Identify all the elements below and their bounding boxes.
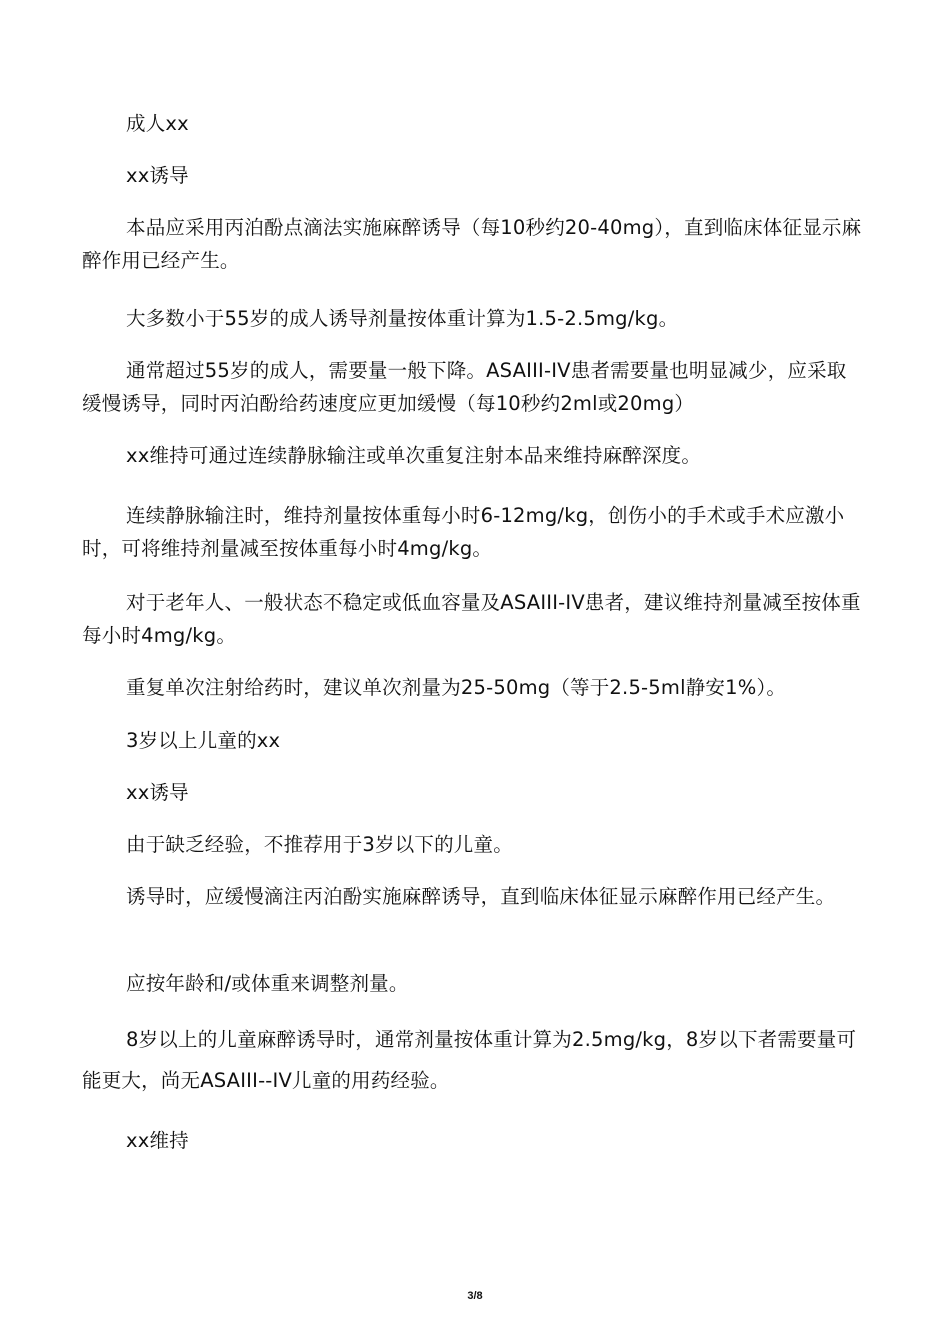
paragraph-elderly-maintenance: 对于老年人、一般状态不稳定或低血容量及ASAIII-IV患者，建议维持剂量减至按体重每小时4mg/kg。 bbox=[82, 591, 861, 647]
paragraph-children-induction-heading: xx诱导 bbox=[126, 781, 189, 804]
paragraph-children-maintenance: xx维持 bbox=[126, 1129, 189, 1152]
paragraph-induction-heading: xx诱导 bbox=[126, 164, 189, 187]
paragraph-elderly-dose: 通常超过55岁的成人，需要量一般下降。ASAIII-IV患者需要量也明显减少，应采取缓慢诱导，同时丙泊酚给药速度应更加缓慢（每10秒约2ml或20mg） bbox=[82, 359, 847, 415]
paragraph-adult-dose: 大多数小于55岁的成人诱导剂量按体重计算为1.5-2.5mg/kg。 bbox=[126, 307, 679, 330]
paragraph-children-heading: 3岁以上儿童的xx bbox=[126, 729, 281, 752]
paragraph-children-dose: 8岁以上的儿童麻醉诱导时，通常剂量按体重计算为2.5mg/kg，8岁以下者需要量可能更大，尚无ASAIII--IV儿童的用药经验。 bbox=[82, 1028, 857, 1092]
paragraph-children-induction: 诱导时，应缓慢滴注丙泊酚实施麻醉诱导，直到临床体征显示麻醉作用已经产生。 bbox=[126, 885, 836, 908]
paragraph-repeat-injection: 重复单次注射给药时，建议单次剂量为25-50mg（等于2.5-5ml静安1%）。 bbox=[126, 676, 787, 699]
paragraph-maintenance: xx维持可通过连续静脉输注或单次重复注射本品来维持麻醉深度。 bbox=[126, 444, 702, 467]
paragraph-adjust-dose: 应按年龄和/或体重来调整剂量。 bbox=[126, 972, 409, 995]
paragraph-infusion-dose: 连续静脉输注时，维持剂量按体重每小时6-12mg/kg，创伤小的手术或手术应激小时，可将维持剂量减至按体重每小时4mg/kg。 bbox=[82, 504, 845, 560]
paragraph-induction-method: 本品应采用丙泊酚点滴法实施麻醉诱导（每10秒约20-40mg），直到临床体征显示麻醉作用已经产生。 bbox=[82, 216, 862, 272]
page-number: 3/8 bbox=[467, 1290, 483, 1302]
paragraph-adult-heading: 成人xx bbox=[126, 112, 189, 135]
paragraph-under-3: 由于缺乏经验，不推荐用于3岁以下的儿童。 bbox=[126, 833, 513, 856]
